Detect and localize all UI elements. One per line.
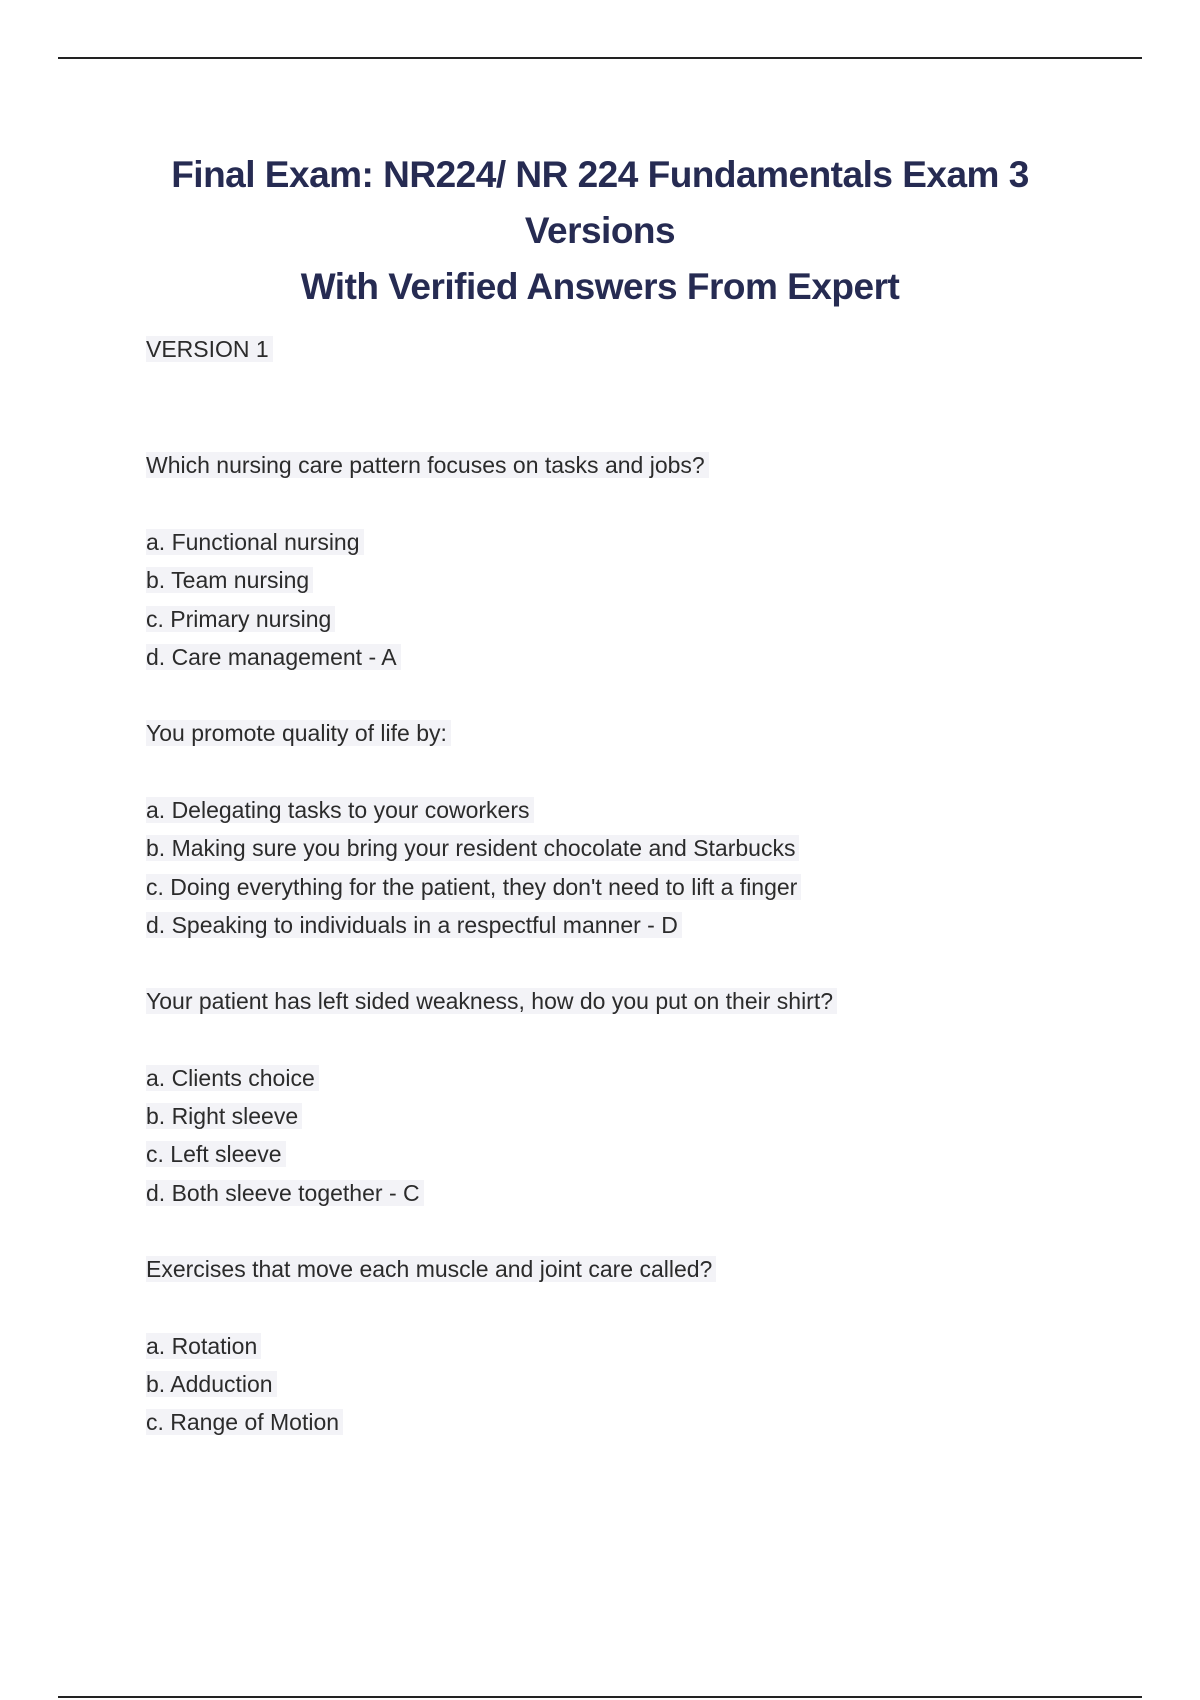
question-prompt: Exercises that move each muscle and joint care called? — [146, 1250, 1106, 1288]
answer-option: a. Clients choice — [146, 1059, 1106, 1097]
answer-option: c. Primary nursing — [146, 600, 1106, 638]
answer-option: a. Rotation — [146, 1327, 1106, 1365]
answer-option: c. Doing everything for the patient, they don't need to lift a finger — [146, 868, 1106, 906]
question-2 — [146, 714, 1106, 944]
answer-option: b. Right sleeve — [146, 1097, 1106, 1135]
question-prompt: Your patient has left sided weakness, how do you put on their shirt? — [146, 982, 1106, 1020]
question-3 — [146, 982, 1106, 1212]
question-4 — [146, 1250, 1106, 1442]
title-line-1: Final Exam: NR224/ NR 224 Fundamentals Exam 3 Versions — [171, 154, 1029, 251]
answer-option: d. Care management - A — [146, 638, 1106, 676]
answer-option: b. Adduction — [146, 1365, 1106, 1403]
answer-option: b. Making sure you bring your resident chocolate and Starbucks — [146, 829, 1106, 867]
version-label: VERSION 1 — [146, 330, 1106, 368]
answer-option: d. Speaking to individuals in a respectful manner - D — [146, 906, 1106, 944]
answer-option: c. Range of Motion — [146, 1403, 1106, 1441]
document-body — [146, 330, 1106, 1480]
question-1 — [146, 446, 1106, 676]
question-prompt: You promote quality of life by: — [146, 714, 1106, 752]
bottom-rule — [58, 1696, 1142, 1698]
top-rule — [58, 57, 1142, 59]
answer-option: b. Team nursing — [146, 561, 1106, 599]
answer-option: c. Left sleeve — [146, 1135, 1106, 1173]
answer-option: a. Delegating tasks to your coworkers — [146, 791, 1106, 829]
question-prompt: Which nursing care pattern focuses on tasks and jobs? — [146, 446, 1106, 484]
answer-option: a. Functional nursing — [146, 523, 1106, 561]
title-line-2: With Verified Answers From Expert — [300, 266, 900, 307]
answer-option: d. Both sleeve together - C — [146, 1174, 1106, 1212]
document-title — [100, 147, 1100, 315]
